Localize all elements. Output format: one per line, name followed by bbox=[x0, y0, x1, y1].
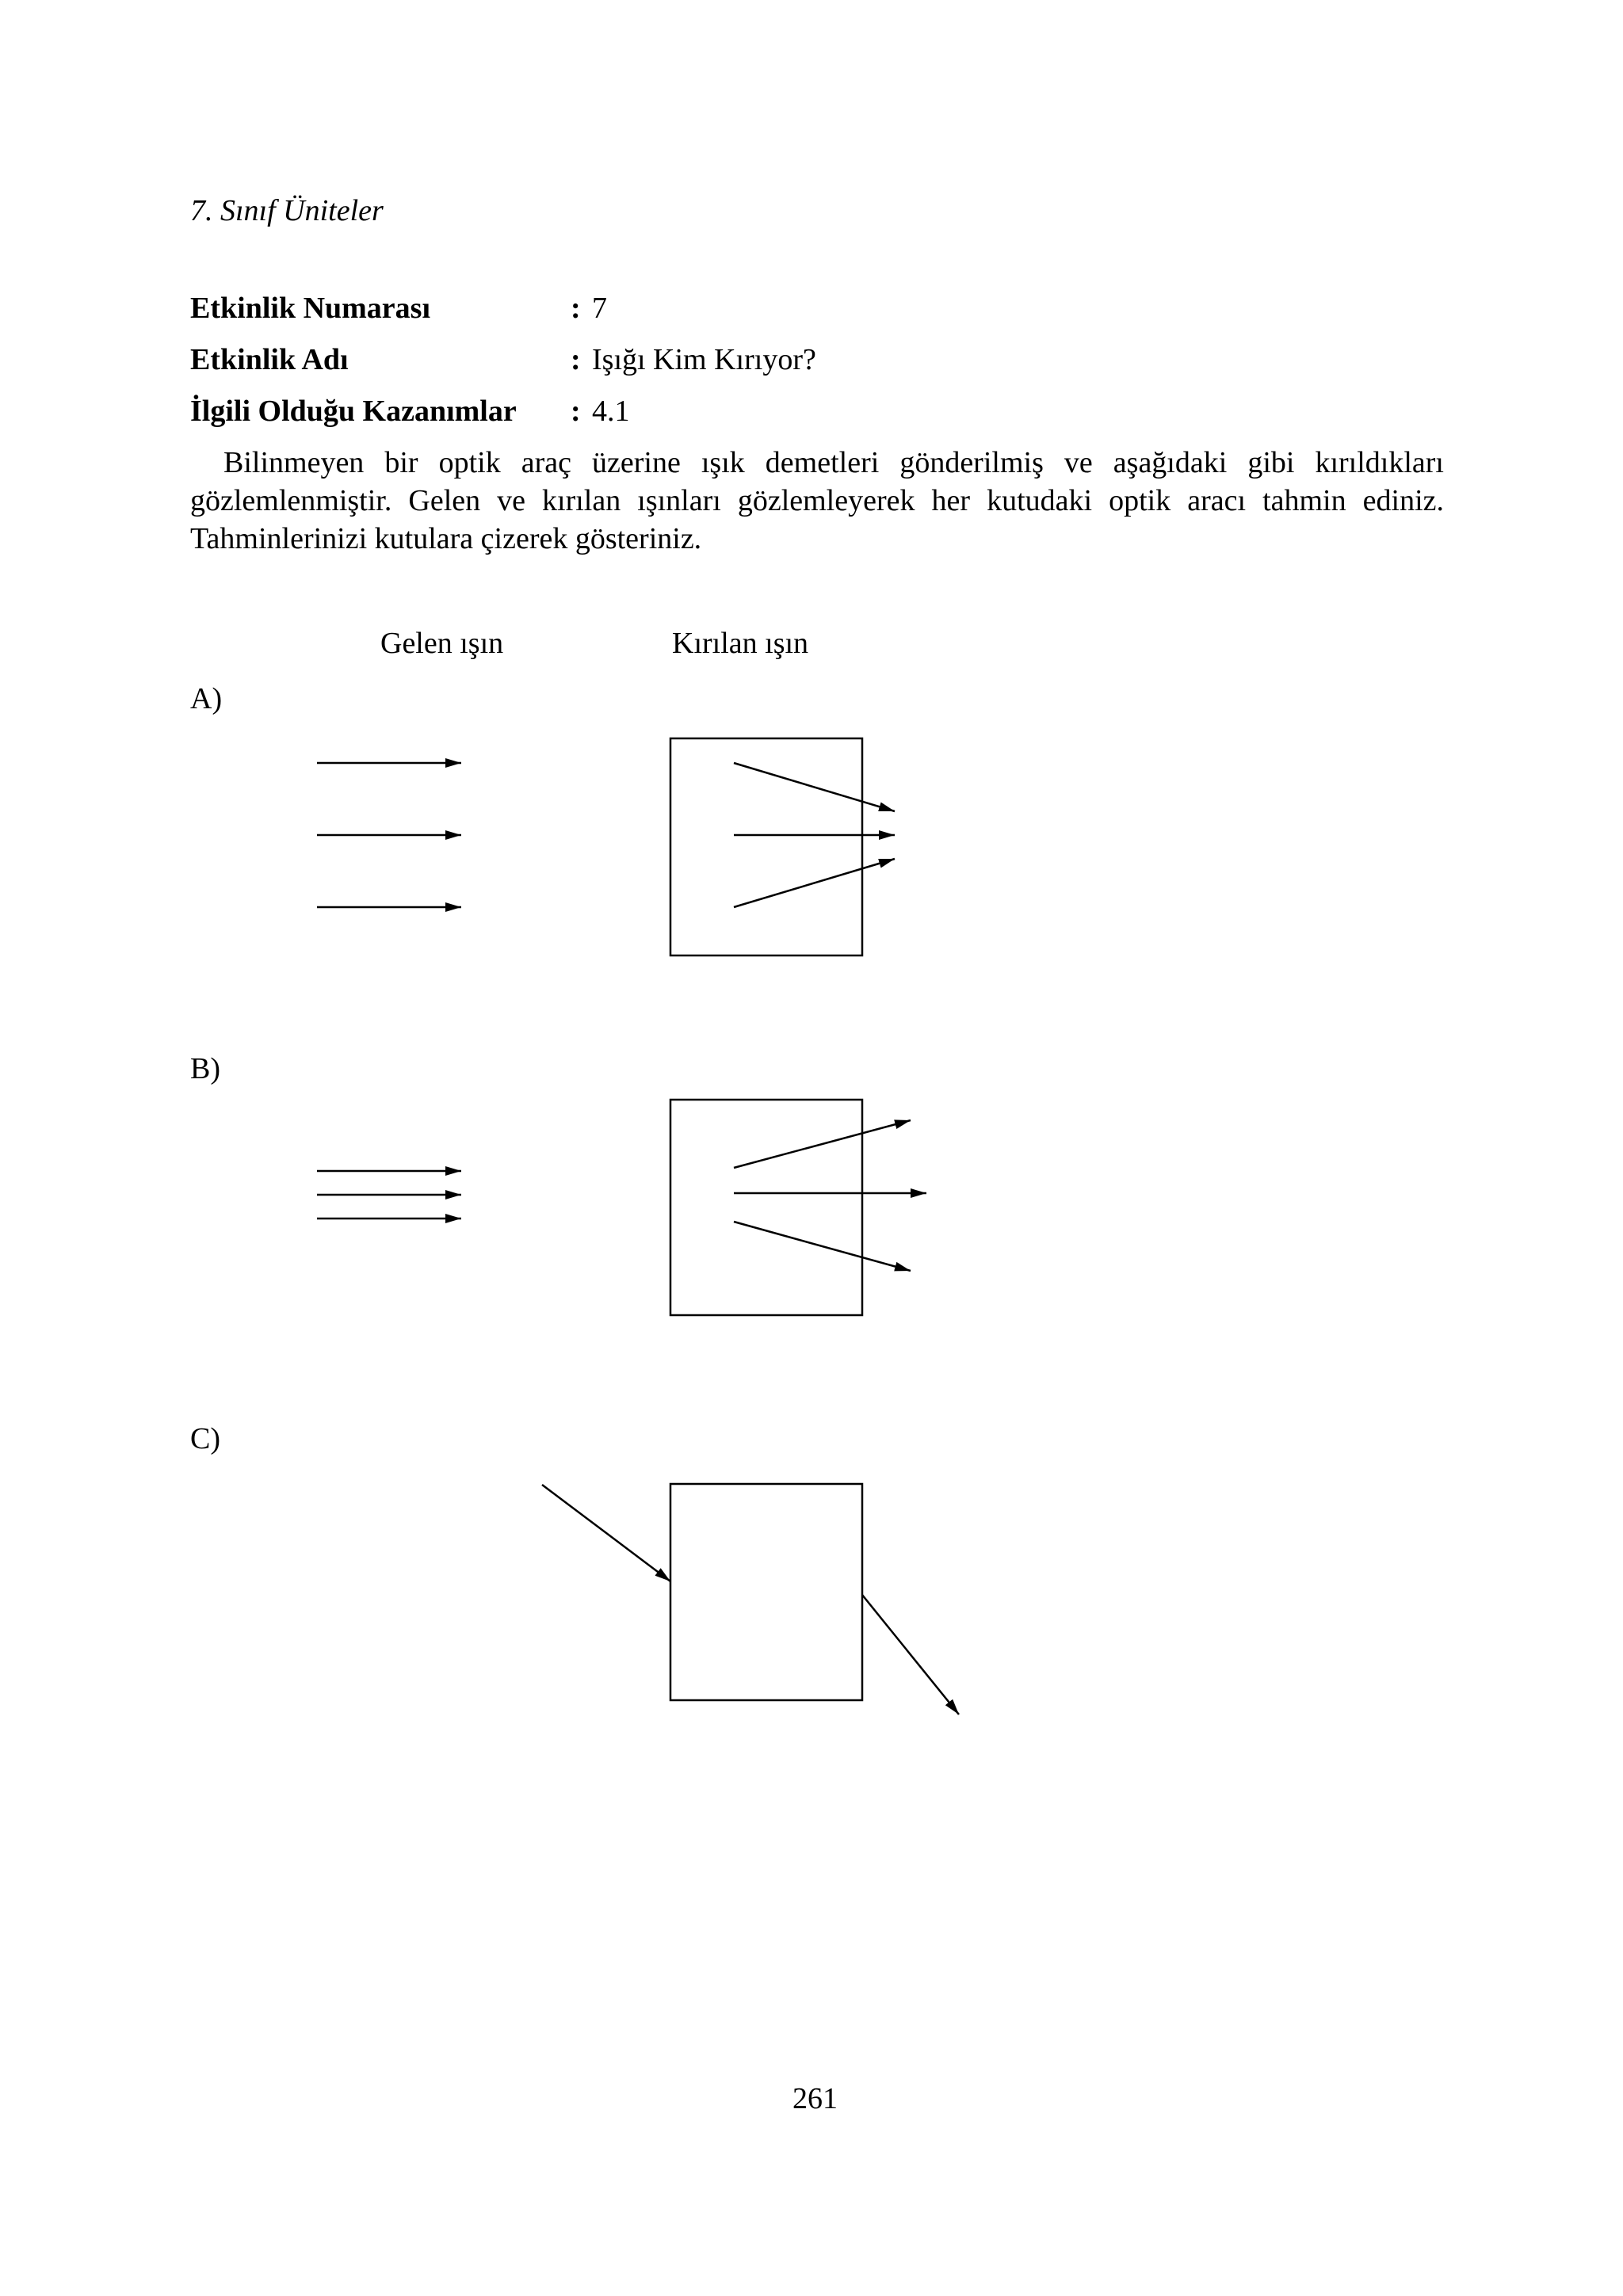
page-header: 7. Sınıf Üniteler bbox=[190, 194, 384, 227]
refracted-ray bbox=[734, 1222, 911, 1271]
instruction-paragraph: Bilinmeyen bir optik araç üzerine ışık demetleri gönderilmiş ve aşağıdaki gibi kırıldıkları gözlemlenmiştir. Gelen ve kırılan ışınları gözlemleyerek her kutudaki optik aracı tahmin ediniz. Tahminlerinizi kutulara çizerek gösteriniz. bbox=[190, 446, 1444, 555]
optical-box-a bbox=[670, 738, 862, 955]
activity-outcome-value: 4.1 bbox=[592, 395, 630, 428]
refracted-ray-heading: Kırılan ışın bbox=[672, 627, 809, 660]
refracted-ray bbox=[862, 1595, 959, 1714]
optical-box-c bbox=[670, 1484, 862, 1700]
item-label-c: C) bbox=[190, 1422, 220, 1455]
page-number: 261 bbox=[792, 2082, 838, 2115]
diagram-b bbox=[317, 1100, 926, 1315]
activity-number-value: 7 bbox=[592, 292, 607, 325]
item-label-a: A) bbox=[190, 682, 223, 715]
item-label-b: B) bbox=[190, 1052, 220, 1085]
activity-number-label: Etkinlik Numarası bbox=[190, 292, 431, 325]
activity-number-colon: : bbox=[571, 292, 581, 325]
activity-name-colon: : bbox=[571, 343, 581, 376]
activity-outcome-row bbox=[190, 391, 983, 432]
activity-outcome-label: İlgili Olduğu Kazanımlar bbox=[190, 395, 517, 428]
diagram-a-refracted-rays bbox=[734, 763, 895, 907]
refracted-ray bbox=[734, 763, 895, 811]
refracted-ray bbox=[734, 859, 895, 907]
activity-name-value: Işığı Kim Kırıyor? bbox=[592, 343, 816, 376]
diagram-a bbox=[317, 738, 895, 955]
diagram-b-refracted-rays bbox=[734, 1120, 926, 1271]
activity-name-row bbox=[190, 339, 983, 380]
diagram-a-incoming-rays bbox=[317, 763, 461, 907]
activity-outcome-colon: : bbox=[571, 395, 581, 428]
diagram-c bbox=[542, 1484, 959, 1714]
activity-name-label: Etkinlik Adı bbox=[190, 343, 349, 376]
incoming-ray-heading: Gelen ışın bbox=[380, 627, 504, 660]
diagram-b-incoming-rays bbox=[317, 1171, 461, 1219]
activity-number-row bbox=[190, 288, 983, 329]
optical-box-b bbox=[670, 1100, 862, 1315]
refracted-ray bbox=[734, 1120, 911, 1168]
incoming-ray bbox=[542, 1485, 670, 1581]
